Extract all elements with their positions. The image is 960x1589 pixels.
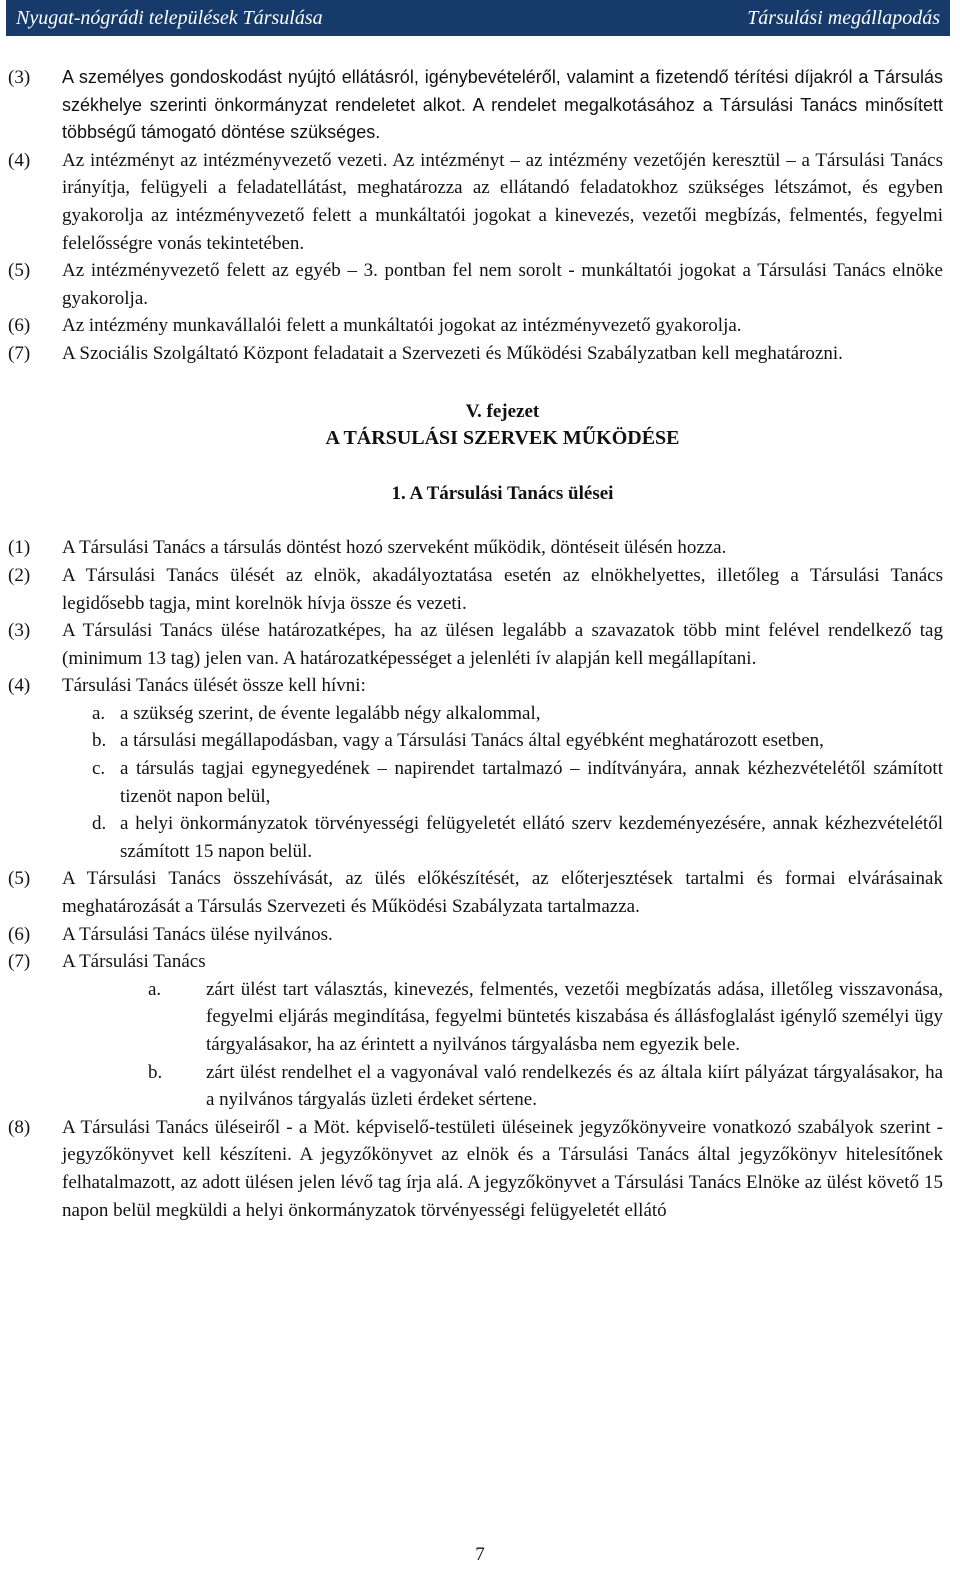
paragraph-number: (1) [8,537,31,559]
header-document-title: Társulási megállapodás [747,6,940,29]
paragraph-number: (7) [8,342,31,364]
list-text: a szükség szerint, de évente legalább négy alkalommal, [120,702,541,724]
header-organization: Nyugat-nógrádi települések Társulása [16,6,323,29]
section-paragraph-8 [8,1114,943,1224]
paragraph-text: Az intézményt az intézményvezető vezeti. Az intézményt – az intézmény vezetőjén keresztül – a Társulási Tanács irányítja, felügyeli a feladatellátást, meghatározza az ellátandó feladatokhoz szükséges létszámot, és egyben gyakorolja az intézményvezető felett a munkáltatói jogokat a kinevezés, vezetői megbízás, felmentés, fegyelmi felelősségre vonás tekintetében. [62,149,943,254]
paragraph-number: (6) [8,315,31,337]
list-item [8,727,943,755]
list-letter: b. [148,1061,163,1083]
paragraph-5 [8,257,943,312]
section-paragraph-2 [8,562,943,617]
list-text: zárt ülést rendelhet el a vagyonával való rendelkezés és az általa kiírt pályázat tárgyalásakor, ha a nyilvános tárgyalás üzleti érdeket sértene. [206,1061,943,1111]
paragraph-text: A Társulási Tanács ülését az elnök, akadályoztatása esetén az elnökhelyettes, illetőleg a Társulási Tanács legidősebb tagja, mint korelnök hívja össze és vezeti. [62,564,943,614]
paragraph-text: A Társulási Tanács üléseiről - a Möt. képviselő-testületi üléseinek jegyzőkönyveire vonatkozó szabályok szerint - jegyzőkönyvet kell készíteni. A jegyzőkönyvet az elnök és a Társulási Tanács által jegyzőkönyv hitelesítőnek felhatalmazott, az adott ülésen jelen lévő tag írja alá. A jegyzőkönyvet a Társulási Tanács Elnöke az ülést követő 15 napon belül megküldi a helyi önkormányzatok törvényességi felügyeletét ellátó [62,1116,943,1221]
list-item [8,810,943,865]
paragraph-text: Az intézmény munkavállalói felett a munkáltatói jogokat az intézményvezető gyakorolja. [62,315,742,337]
chapter-number: V. fejezet [465,400,540,422]
section-paragraph-6 [8,921,943,949]
paragraph-text: A Társulási Tanács [62,951,206,973]
paragraph-text: A személyes gondoskodást nyújtó ellátásról, igénybevételéről, valamint a fizetendő térítési díjakról a Társulás székhelye szerinti önkormányzat rendeletet alkot. A rendelet megalkotásához a Társulási Tanács minősített többségű támogató döntése szükséges. [62,67,943,143]
paragraph-text: A Társulási Tanács a társulás döntést hozó szerveként működik, döntéseit ülésén hozza. [62,537,727,559]
paragraph-text: A Társulási Tanács ülése nyilvános. [62,923,333,945]
list-letter: a. [148,978,162,1000]
paragraph-text: A Társulási Tanács ülése határozatképes, ha az ülésen legalább a szavazatok több mint felével rendelkező tag (minimum 13 tag) jelen van. A határozatképességet a jelenléti ív alapján kell megállapítani. [62,620,943,669]
paragraph-number: (3) [8,620,31,642]
list-letter: c. [92,758,106,780]
running-header [6,0,950,36]
list-letter: d. [92,813,107,835]
paragraph-number: (2) [8,564,31,586]
paragraph-number: (6) [8,923,31,945]
paragraph-text: A Szociális Szolgáltató Központ feladatait a Szervezeti és Működési Szabályzatban kell meghatározni. [62,342,843,364]
paragraph-number: (5) [8,868,31,890]
paragraph-number: (7) [8,951,31,973]
list-text: a társulási megállapodásban, vagy a Társulási Tanács által egyébként meghatározott esetben, [120,730,824,752]
section-paragraph-4 [8,672,943,700]
list-letter: b. [92,730,107,752]
list-letter: a. [92,702,106,724]
paragraph-number: (5) [8,260,31,282]
list-text: zárt ülést tart választás, kinevezés, felmentés, vezetői megbízatás adása, illetőleg visszavonása, fegyelmi eljárás megindítása, fegyelmi büntetés kiszabása és állásfoglalást igénylő személyi ügy tárgyalásakor, ha az érintett a nyilvános tárgyalásba nem egyezik bele. [206,978,943,1055]
section-paragraph-5 [8,865,943,920]
list-item [8,700,943,728]
chapter-title: A TÁRSULÁSI SZERVEK MŰKÖDÉSE [325,427,680,450]
paragraph-4 [8,147,943,257]
paragraph-3 [8,64,943,147]
page-number: 7 [475,1544,485,1565]
paragraph-number: (4) [8,149,31,171]
paragraph-number: (3) [8,67,31,88]
paragraph-7 [8,340,943,368]
page-body [8,64,943,1224]
list-text: a helyi önkormányzatok törvényességi felügyeletét ellátó szerv kezdeményezésére, annak kézhezvételétől számított 15 napon belül. [120,813,943,862]
paragraph-text: A Társulási Tanács összehívását, az ülés előkészítését, az előterjesztések tartalmi és formai elvárásainak meghatározását a Társulás Szervezeti és Működési Szabályzata tartalmazza. [62,868,943,918]
list-item [8,1059,943,1114]
section-paragraph-3 [8,617,943,672]
section-paragraph-1 [8,534,943,562]
list-item [8,976,943,1059]
paragraph-text: Társulási Tanács ülését össze kell hívni: [62,675,366,697]
paragraph-6 [8,312,943,340]
section-paragraph-7 [8,948,943,976]
list-text: a társulás tagjai egynegyedének – napirendet tartalmazó – indítványára, annak kézhezvételétől számított tizenöt napon belül, [120,758,943,807]
list-item [8,755,943,810]
paragraph-number: (8) [8,1116,31,1138]
paragraph-number: (4) [8,675,31,697]
section-title: 1. A Társulási Tanács ülései [391,482,614,504]
paragraph-text: Az intézményvezető felett az egyéb – 3. pontban fel nem sorolt - munkáltatói jogokat a Társulási Tanács elnöke gyakorolja. [62,260,943,309]
